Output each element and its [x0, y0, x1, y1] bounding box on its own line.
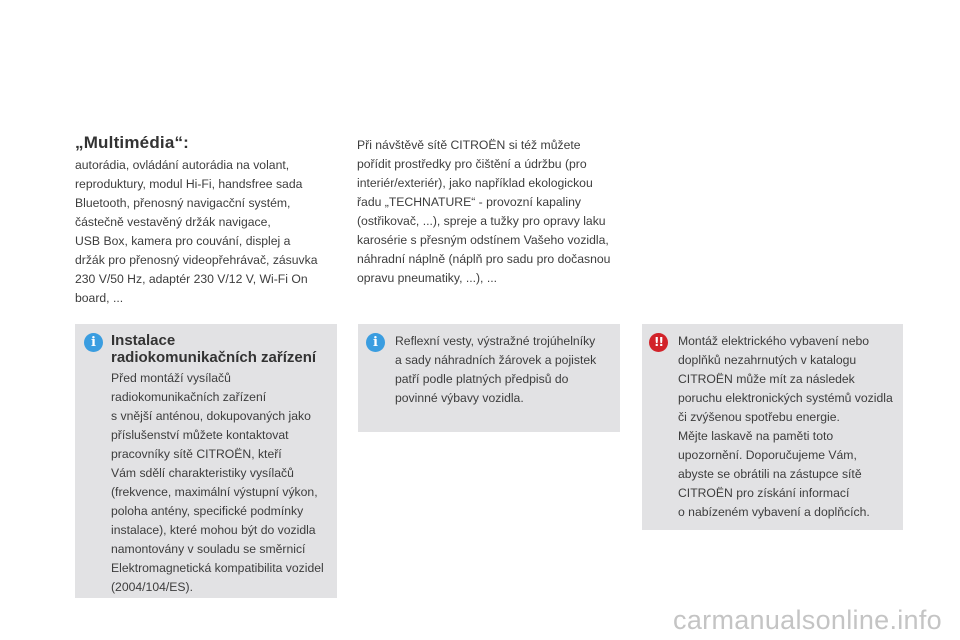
multimedia-text: autorádia, ovládání autorádia na volant, reproduktury, modul Hi-Fi, handsfree sada Bluetooth, přenosný navigacční systém, částečně vestavěný držák navigace, USB Box, kamera pro couvání, displej a držák pro přenosný videopřehrávač, zásuvka 230 V/50 Hz, adaptér 230 V/12 V, Wi-Fi On board, ... [75, 158, 318, 305]
info-icon: i [366, 333, 385, 352]
warning-icon: !! [649, 333, 668, 352]
multimedia-heading: „Multimédia“: [75, 133, 190, 152]
watermark: carmanualsonline.info [673, 605, 942, 635]
mandatory-equipment-text: Reflexní vesty, výstražné trojúhelníky a sady náhradních žárovek a pojistek patří podle platných předpisů do povinné výbavy vozidla. [395, 334, 597, 405]
radio-installation-text: Před montáží vysílačů radiokomunikačních zařízení s vnější anténou, dokupovaných jako příslušenství můžete kontaktovat pracovníky sítě CITROËN, kteří Vám sdělí charakteristiky vysílačů (frekvence, maximální výstupní výkon, poloha antény, specifické podmínky instalace), které mohou být do vozidla namontovány v souladu se směrnicí Elektromagnetická kompatibilita vozidel (2004/104/ES). [111, 371, 324, 594]
electrical-warning-text: Montáž elektrického vybavení nebo doplňků nezahrnutých v katalogu CITROËN může mít za následek poruchu elektronických systémů vozidla či zvýšenou spotřebu energie. Mějte laskavě na paměti toto upozornění. Doporučujeme Vám, abyste se obrátili na zástupce sítě CITROËN pro získání informací o nabízeném vybavení a doplňcích. [678, 334, 893, 519]
info-icon: i [84, 333, 103, 352]
citroen-visit-text: Při návštěvě sítě CITROËN si též můžete pořídit prostředky pro čištění a údržbu (pro interiér/exteriér), jako například ekologickou řadu „TECHNATURE“ - provozní kapaliny (ostřikovač, ...), spreje a tužky pro opravy laku karosérie s přesným odstínem Vašeho vozidla, náhradní náplně (náplň pro sadu pro dočasnou opravu pneumatiky, ...), ... [357, 138, 611, 285]
radio-installation-title: Instalace radiokomunikačních zařízení [111, 332, 317, 366]
